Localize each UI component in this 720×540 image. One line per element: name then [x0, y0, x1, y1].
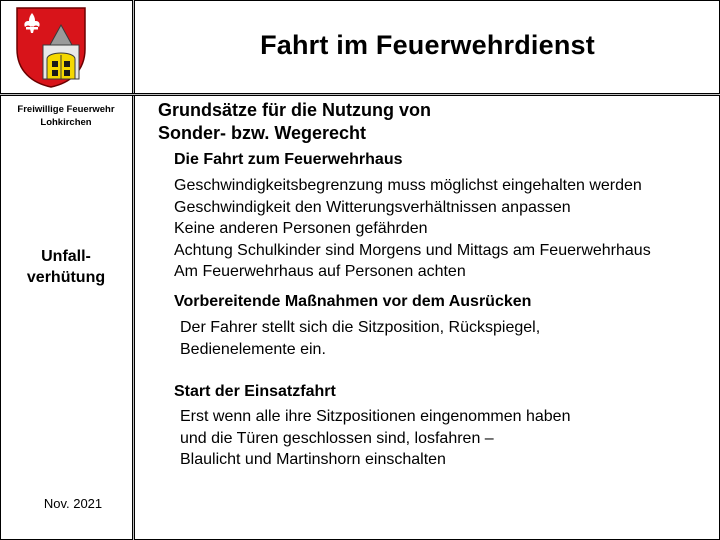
body-line: Geschwindigkeitsbegrenzung muss möglichst eingehalten werden	[174, 177, 642, 194]
body-line: Keine anderen Personen gefährden	[174, 220, 428, 238]
body-line: Der Fahrer stellt sich die Sitzposition, Rückspiegel,	[180, 319, 541, 336]
coat-of-arms-icon	[14, 5, 88, 89]
content-heading	[158, 99, 718, 145]
topic-line: verhütung	[26, 269, 106, 286]
body-line: Achtung Schulkinder sind Morgens und Mittags am Feuerwehrhaus	[174, 241, 651, 259]
heading-line: Grundsätze für die Nutzung von	[158, 100, 431, 120]
body-line: Bedienelemente ein.	[180, 340, 326, 358]
body-line: Erst wenn alle ihre Sitzpositionen eingenommen haben	[180, 408, 571, 425]
section-title: Start der Einsatzfahrt	[174, 383, 336, 400]
topic-label	[0, 246, 132, 288]
body-line: Blaulicht und Martinshorn einschalten	[180, 451, 446, 469]
body-line: Geschwindigkeit den Witterungsverhältnissen anpassen	[174, 198, 571, 216]
body-line: Am Feuerwehrhaus auf Personen achten	[174, 263, 466, 281]
section-title: Vorbereitende Maßnahmen vor dem Ausrücken	[174, 293, 532, 310]
section-body	[180, 406, 570, 471]
heading-line: Sonder- bzw. Wegerecht	[158, 123, 367, 143]
body-line: und die Türen geschlossen sind, losfahren –	[180, 429, 494, 447]
slide-date: Nov. 2021	[43, 496, 103, 511]
topic-line: Unfall-	[41, 248, 91, 265]
section-title: Die Fahrt zum Feuerwehrhaus	[174, 151, 403, 168]
horizontal-divider	[0, 93, 720, 96]
slide-title: Fahrt im Feuerwehrdienst	[260, 30, 595, 60]
organization-name	[0, 103, 132, 129]
organization-line: Lohkirchen	[40, 117, 92, 128]
vertical-divider	[132, 0, 135, 540]
section-body	[174, 175, 651, 283]
organization-line: Freiwillige Feuerwehr	[17, 104, 115, 115]
section-body	[180, 317, 540, 360]
